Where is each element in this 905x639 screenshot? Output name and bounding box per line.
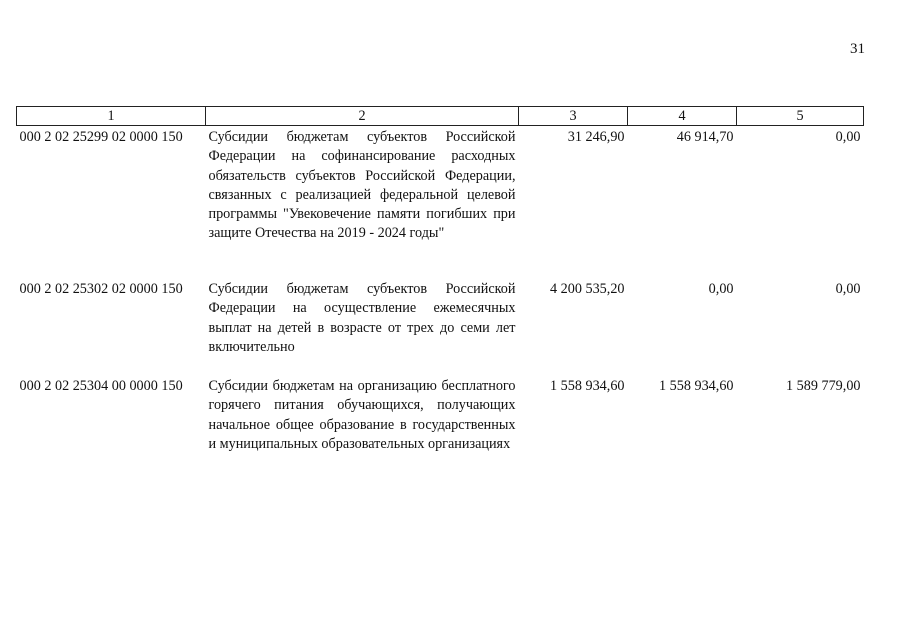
amount-col3: 31 246,90 [567, 129, 625, 145]
description: Субсидии бюджетам субъектов Российской Федерации на софинансирование расходных обязательств субъектов Российской Федерации, связанных с реализацией федеральной целевой программы "Увековечение памяти погибших при защите Отечества на 2019 - 2024 годы" [208, 129, 516, 242]
amount-col5: 0,00 [835, 129, 861, 145]
column-header-2: 2 [206, 107, 519, 126]
budget-code: 000 2 02 25302 02 0000 150 [19, 281, 183, 297]
column-header-4: 4 [628, 107, 737, 126]
column-header-3: 3 [519, 107, 628, 126]
amount-col3: 4 200 535,20 [550, 281, 625, 297]
amount-col4: 0,00 [708, 281, 734, 297]
column-header-1: 1 [17, 107, 206, 126]
description: Субсидии бюджетам субъектов Российской Федерации на осуществление ежемесячных выплат на детей в возрасте от трех до семи лет включительно [208, 281, 516, 355]
column-header-5: 5 [737, 107, 864, 126]
amount-col5: 1 589 779,00 [786, 378, 861, 394]
budget-code: 000 2 02 25304 00 0000 150 [19, 378, 183, 394]
description: Субсидии бюджетам на организацию бесплатного горячего питания обучающихся, получающих начальное общее образование в государственных и муниципальных образовательных организациях [208, 378, 516, 452]
budget-table [16, 106, 864, 477]
table-row [17, 280, 864, 377]
amount-col5: 0,00 [835, 281, 861, 297]
table-header-row [17, 107, 864, 126]
amount-col4: 46 914,70 [676, 129, 734, 145]
budget-code: 000 2 02 25299 02 0000 150 [19, 129, 183, 145]
table-row [17, 126, 864, 281]
amount-col4: 1 558 934,60 [659, 378, 734, 394]
page-number: 31 [850, 41, 865, 57]
table-row [17, 377, 864, 477]
amount-col3: 1 558 934,60 [550, 378, 625, 394]
